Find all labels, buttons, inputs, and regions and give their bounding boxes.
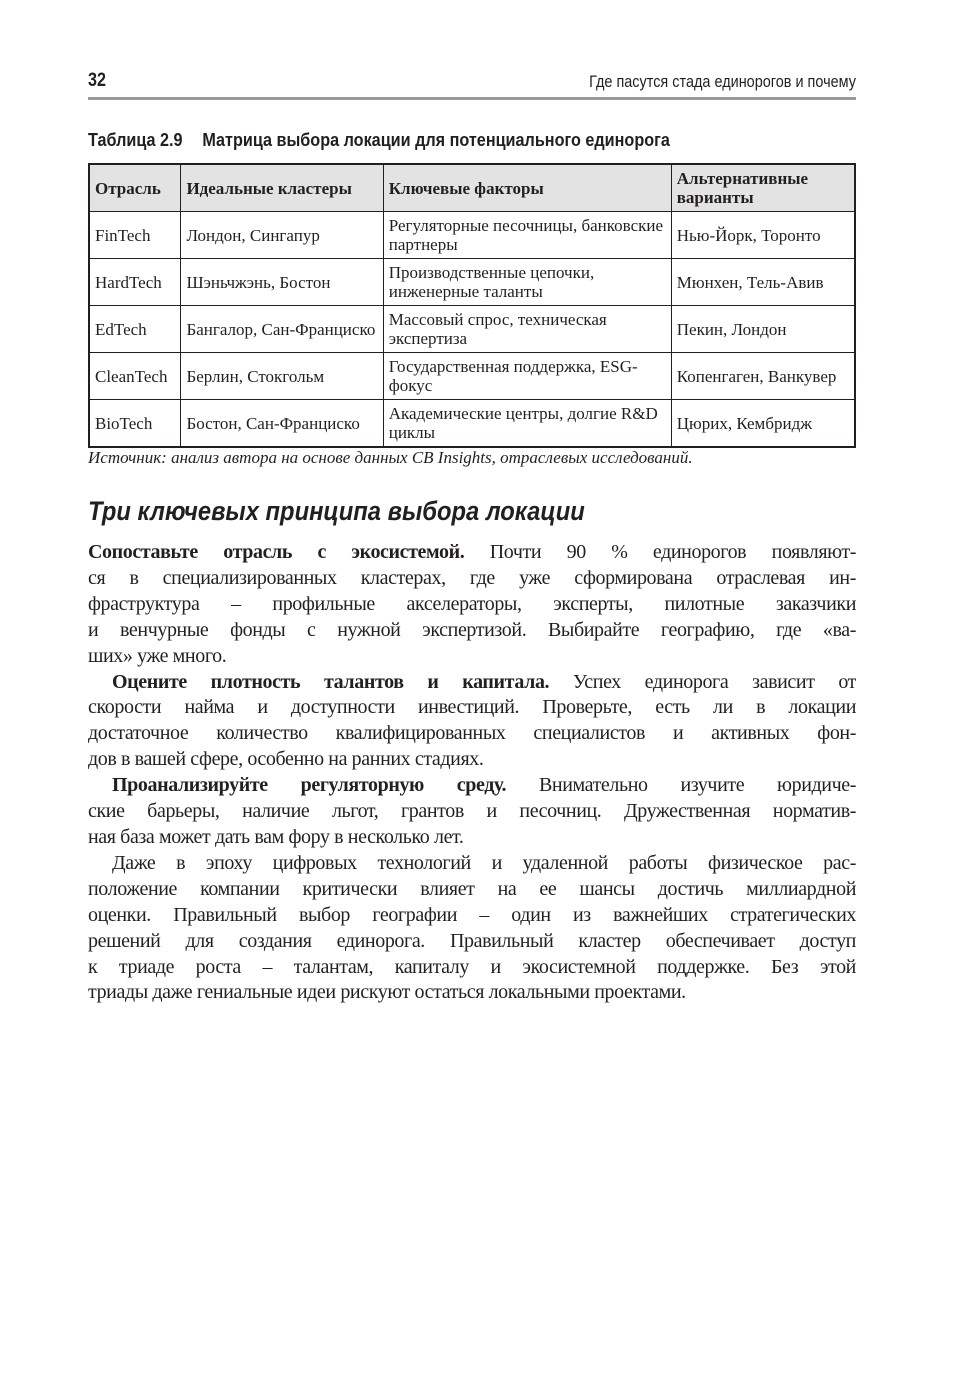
header-rule xyxy=(88,97,856,100)
table-row xyxy=(89,212,855,259)
table-cell: EdTech xyxy=(89,306,181,353)
table-cell: Производственные цепочки, инженерные таланты xyxy=(383,259,671,306)
table-source: Источник: анализ автора на основе данных CB Insights, отраслевых исследований. xyxy=(88,448,693,467)
table-cell: FinTech xyxy=(89,212,181,259)
paragraph-lead: Проанализируйте регуляторную среду. xyxy=(112,774,507,797)
table-cell: Бангалор, Сан-Франциско xyxy=(181,306,383,353)
table-caption xyxy=(88,130,670,151)
column-header: Идеальные кластеры xyxy=(181,164,383,212)
paragraph-2: Оцените плотность талантов и капитала. Успех единорога зависит от скорости найма и доступности инвестиций. Проверьте, есть ли в локации достаточное количество квалифицированных специалистов и активных фон- дов в вашей сфере, особенно на ранних стадиях. xyxy=(88,670,856,771)
table-cell: Цюрих, Кембридж xyxy=(671,400,855,448)
table-row xyxy=(89,306,855,353)
column-header: Отрасль xyxy=(89,164,181,212)
table-header-row xyxy=(89,164,855,212)
table-cell: Лондон, Сингапур xyxy=(181,212,383,259)
column-header: Альтернативные варианты xyxy=(671,164,855,212)
table-title: Матрица выбора локации для потенциального единорога xyxy=(202,130,670,150)
page-number: 32 xyxy=(88,70,106,91)
table-cell: Шэньчжэнь, Бостон xyxy=(181,259,383,306)
paragraph-1: Сопоставьте отрасль с экосистемой. Почти 90 % единорогов появляют- ся в специализированных кластерах, где уже сформирована отраслевая ин- фраструктура – профильные акселераторы, эксперты, пилотные заказчики и венчурные фонды с нужной экспертизой. Выбирайте географию, где «ва- ших» уже много. xyxy=(88,541,856,667)
table-cell: Берлин, Стокгольм xyxy=(181,353,383,400)
table-cell: Нью-Йорк, Торонто xyxy=(671,212,855,259)
table-label: Таблица 2.9 xyxy=(88,130,183,150)
table-cell: Государственная поддержка, ESG-фокус xyxy=(383,353,671,400)
table-cell: HardTech xyxy=(89,259,181,306)
table-cell: Массовый спрос, техническая экспертиза xyxy=(383,306,671,353)
table-cell: Пекин, Лондон xyxy=(671,306,855,353)
table-cell: Копенгаген, Ванкувер xyxy=(671,353,855,400)
paragraph-3: Проанализируйте регуляторную среду. Внимательно изучите юридиче- ские барьеры, наличие льгот, грантов и песочниц. Дружественная норматив- ная база может дать вам фору в несколько лет. xyxy=(88,774,856,848)
paragraph-4: Даже в эпоху цифровых технологий и удаленной работы физическое рас- положение компании критически влияет на ее шансы достичь миллиардной оценки. Правильный выбор географии – один из важнейших стратегических решений для создания единорога. Правильный кластер обеспечивает доступ к триаде роста – талантам, капиталу и экосистемной поддержке. Без этой триады даже гениальные идеи рискуют остаться локальными проектами. xyxy=(88,851,856,1004)
location-matrix-table xyxy=(88,163,856,448)
section-heading: Три ключевых принципа выбора локации xyxy=(88,496,585,526)
table-row xyxy=(89,259,855,306)
body-text xyxy=(88,540,856,1006)
table-cell: Академические центры, долгие R&D циклы xyxy=(383,400,671,448)
running-title: Где пасутся стада единорогов и почему xyxy=(589,72,856,91)
table-cell: BioTech xyxy=(89,400,181,448)
paragraph-lead: Оцените плотность талантов и капитала. xyxy=(112,670,550,693)
table-cell: CleanTech xyxy=(89,353,181,400)
table-row xyxy=(89,353,855,400)
table-row xyxy=(89,400,855,448)
column-header: Ключевые факторы xyxy=(383,164,671,212)
table-cell: Бостон, Сан-Франциско xyxy=(181,400,383,448)
table-cell: Мюнхен, Тель-Авив xyxy=(671,259,855,306)
table-cell: Регуляторные песочницы, банковские партнеры xyxy=(383,212,671,259)
paragraph-lead: Сопоставьте отрасль с экосистемой. xyxy=(88,541,465,563)
